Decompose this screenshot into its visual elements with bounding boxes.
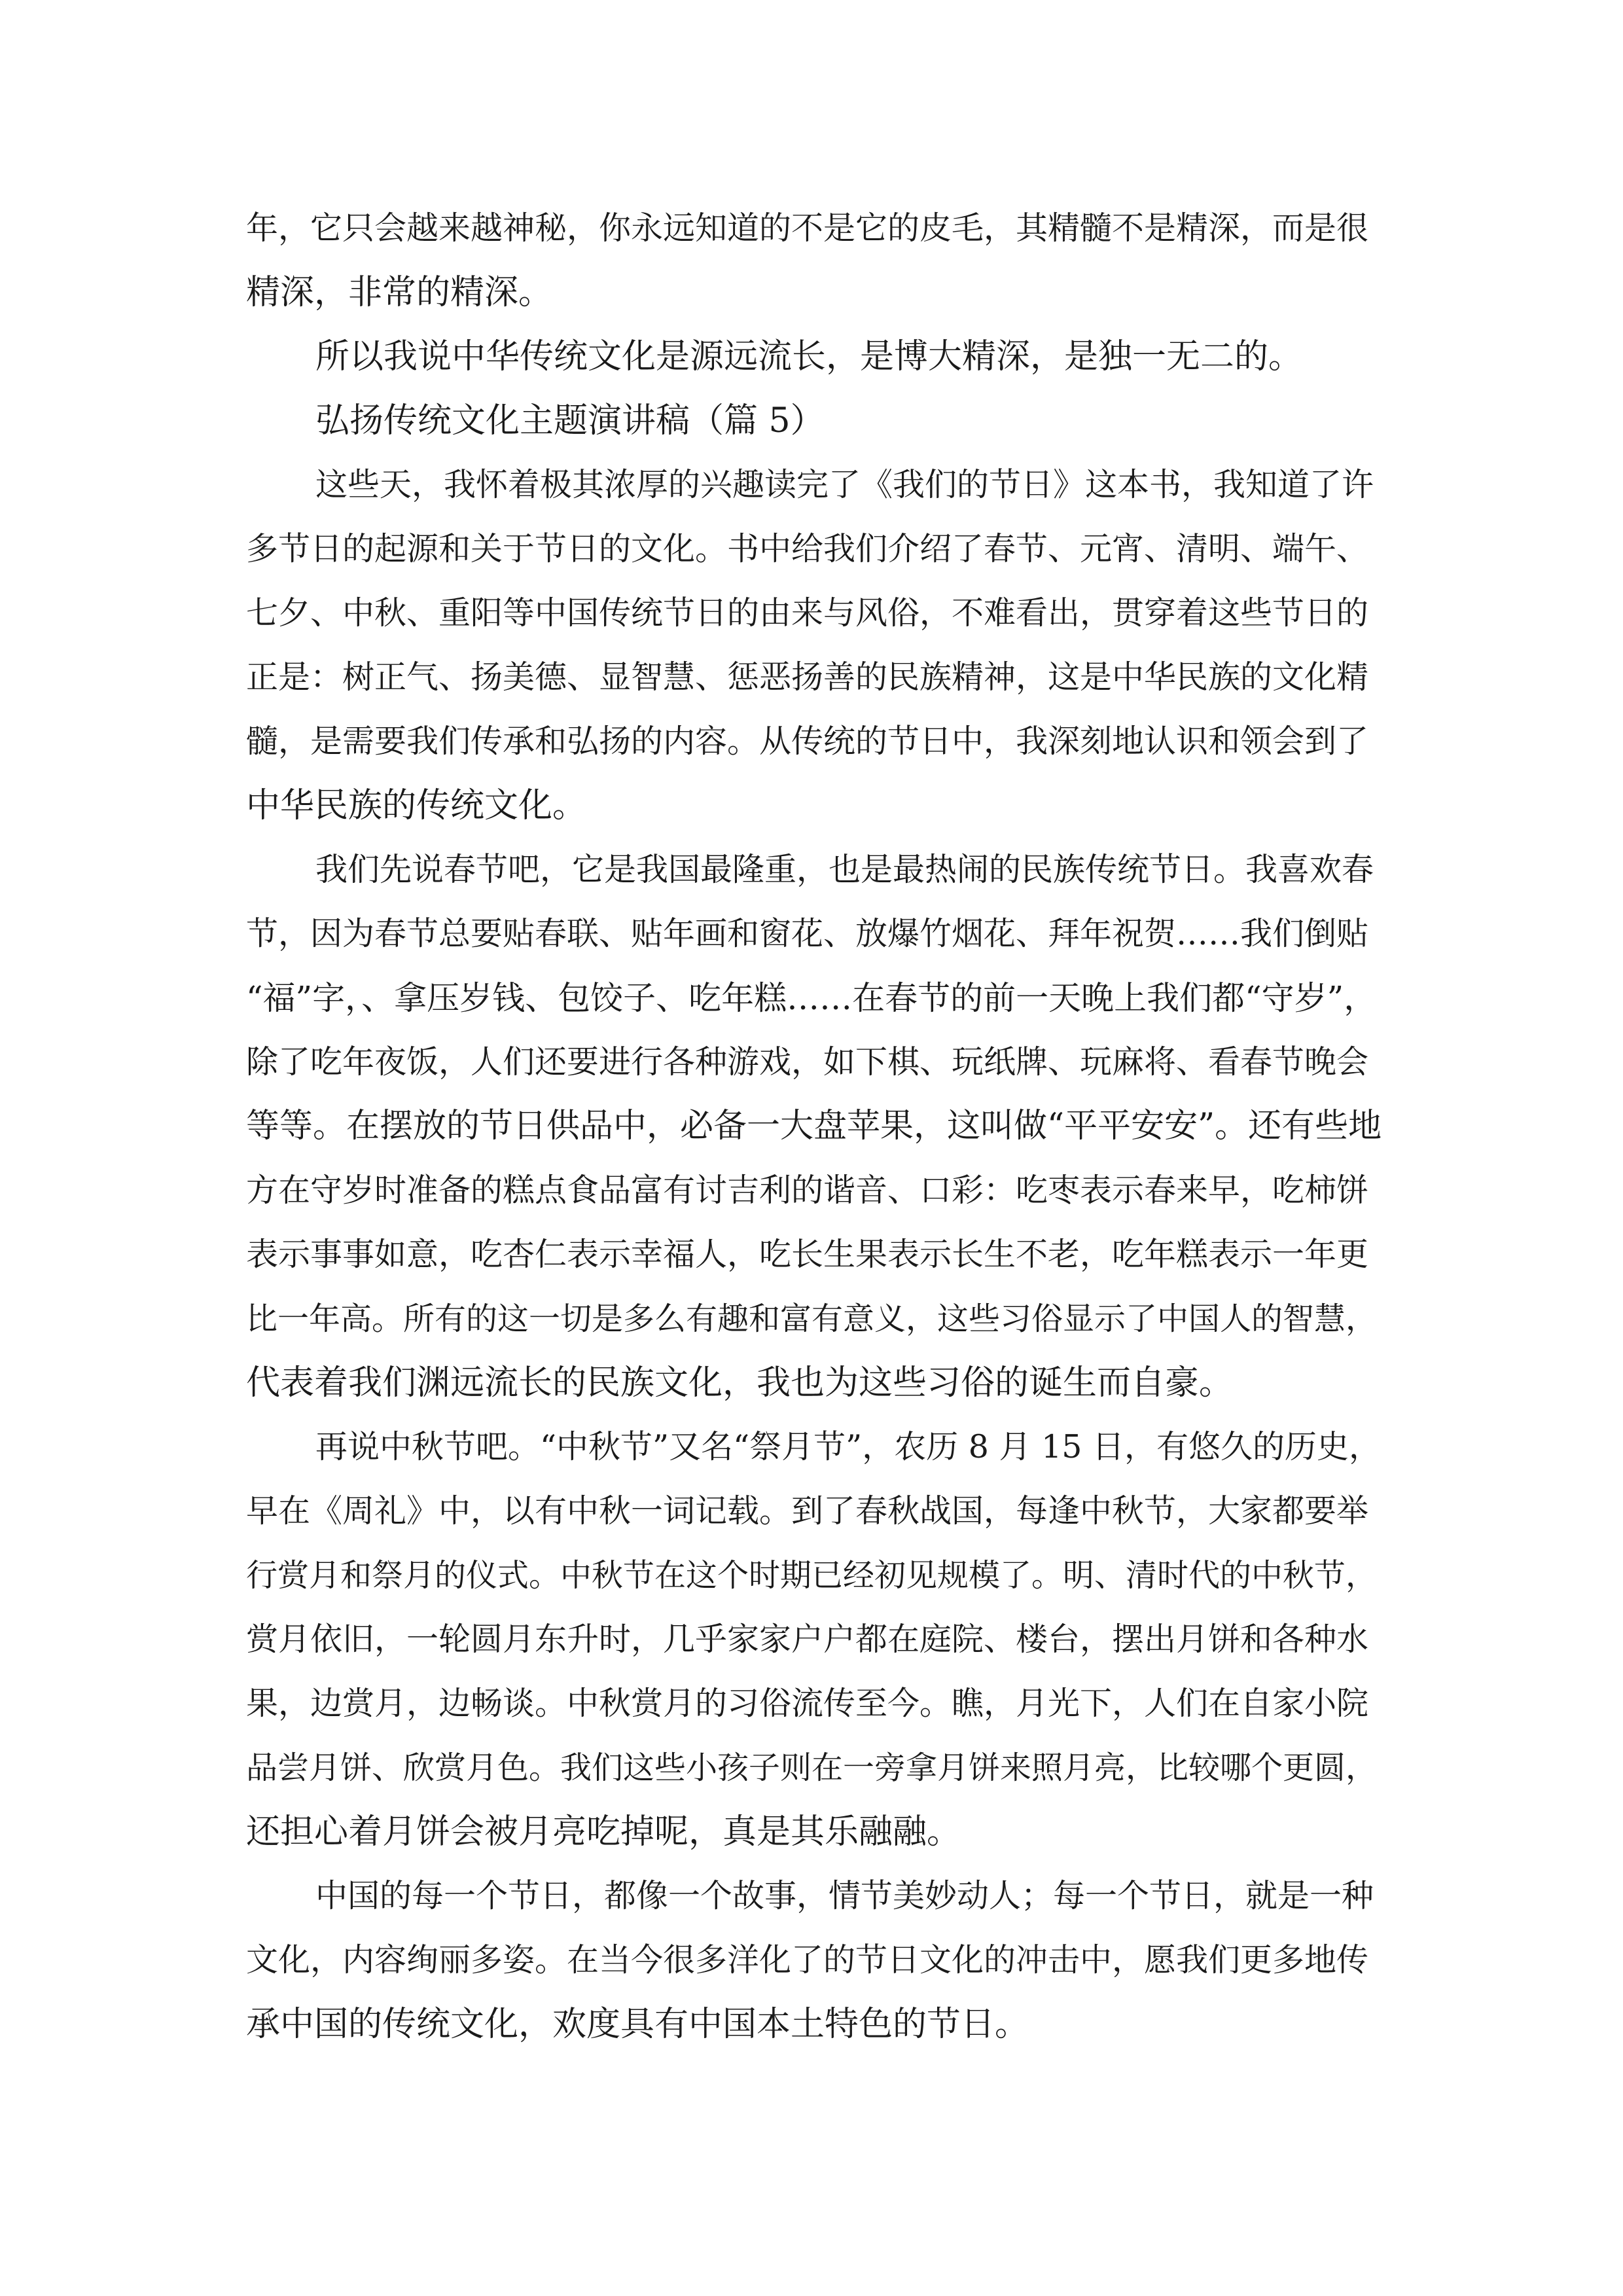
text-line: 髓，是需要我们传承和弘扬的内容。从传统的节日中，我深刻地认识和领会到了 bbox=[246, 723, 1369, 760]
text-line: 节，因为春节总要贴春联、贴年画和窗花、放爆竹烟花、拜年祝贺……我们倒贴 bbox=[246, 915, 1369, 952]
paragraph-start-line: 我们先说春节吧，它是我国最隆重，也是最热闹的民族传统节日。我喜欢春 bbox=[315, 851, 1374, 888]
text-line: 精深，非常的精深。 bbox=[246, 273, 553, 312]
text-line: 赏月依旧，一轮圆月东升时，几乎家家户户都在庭院、楼台，摆出月饼和各种水 bbox=[246, 1621, 1369, 1658]
text-line: 品尝月饼、欣赏月色。我们这些小孩子则在一旁拿月饼来照月亮，比较哪个更圆， bbox=[246, 1749, 1378, 1786]
text-line: 早在《周礼》中，以有中秋一词记载。到了春秋战国，每逢中秋节，大家都要举 bbox=[246, 1492, 1369, 1530]
text-line: 表示事事如意，吃杏仁表示幸福人，吃长生果表示长生不老，吃年糕表示一年更 bbox=[246, 1236, 1369, 1273]
text-line: 果，边赏月，边畅谈。中秋赏月的习俗流传至今。瞧，月光下，人们在自家小院 bbox=[246, 1685, 1369, 1722]
text-line: 正是：树正气、扬美德、显智慧、惩恶扬善的民族精神，这是中华民族的文化精 bbox=[246, 658, 1369, 696]
text-line: 文化，内容绚丽多姿。在当今很多洋化了的节日文化的冲击中，愿我们更多地传 bbox=[246, 1941, 1369, 1979]
paragraph-start-line: 所以我说中华传统文化是源远流长，是博大精深，是独一无二的。 bbox=[315, 337, 1303, 376]
paragraph-start-line: 再说中秋节吧。“中秋节”又名“祭月节”，农历 8 月 15 日，有悠久的历史， bbox=[315, 1428, 1382, 1465]
text-line: 还担心着月饼会被月亮吃掉呢，真是其乐融融。 bbox=[246, 1812, 961, 1852]
text-line: “福”字，、拿压岁钱、包饺子、吃年糕……在春节的前一天晚上我们都“守岁”， bbox=[246, 979, 1377, 1017]
text-line: 年，它只会越来越神秘，你永远知道的不是它的皮毛，其精髓不是精深，而是很 bbox=[246, 209, 1369, 247]
paragraph-start-line: 这些天，我怀着极其浓厚的兴趣读完了《我们的节日》这本书，我知道了许 bbox=[315, 466, 1374, 503]
text-line: 等等。在摆放的节日供品中，必备一大盘苹果，这叫做“平平安安”。还有些地 bbox=[246, 1107, 1382, 1145]
text-line: 多节日的起源和关于节日的文化。书中给我们介绍了春节、元宵、清明、端午、 bbox=[246, 530, 1369, 567]
text-line: 承中国的传统文化，欢度具有中国本土特色的节日。 bbox=[246, 2005, 1029, 2044]
text-line: 中华民族的传统文化。 bbox=[246, 786, 587, 825]
text-line: 行赏月和祭月的仪式。中秋节在这个时期已经初见规模了。明、清时代的中秋节， bbox=[246, 1557, 1378, 1594]
text-line: 代表着我们渊远流长的民族文化，我也为这些习俗的诞生而自豪。 bbox=[246, 1363, 1234, 1403]
section-heading: 弘扬传统文化主题演讲稿（篇 5） bbox=[315, 401, 825, 440]
document-page bbox=[246, 196, 1385, 2056]
paragraph-start-line: 中国的每一个节日，都像一个故事，情节美妙动人；每一个节日，就是一种 bbox=[315, 1877, 1374, 1914]
text-line: 方在守岁时准备的糕点食品富有讨吉利的谐音、口彩：吃枣表示春来早，吃柿饼 bbox=[246, 1172, 1369, 1209]
text-line: 除了吃年夜饭，人们还要进行各种游戏，如下棋、玩纸牌、玩麻将、看春节晚会 bbox=[246, 1043, 1369, 1081]
text-line: 比一年高。所有的这一切是多么有趣和富有意义，这些习俗显示了中国人的智慧， bbox=[246, 1300, 1378, 1337]
text-line: 七夕、中秋、重阳等中国传统节日的由来与风俗，不难看出，贯穿着这些节日的 bbox=[246, 594, 1369, 632]
